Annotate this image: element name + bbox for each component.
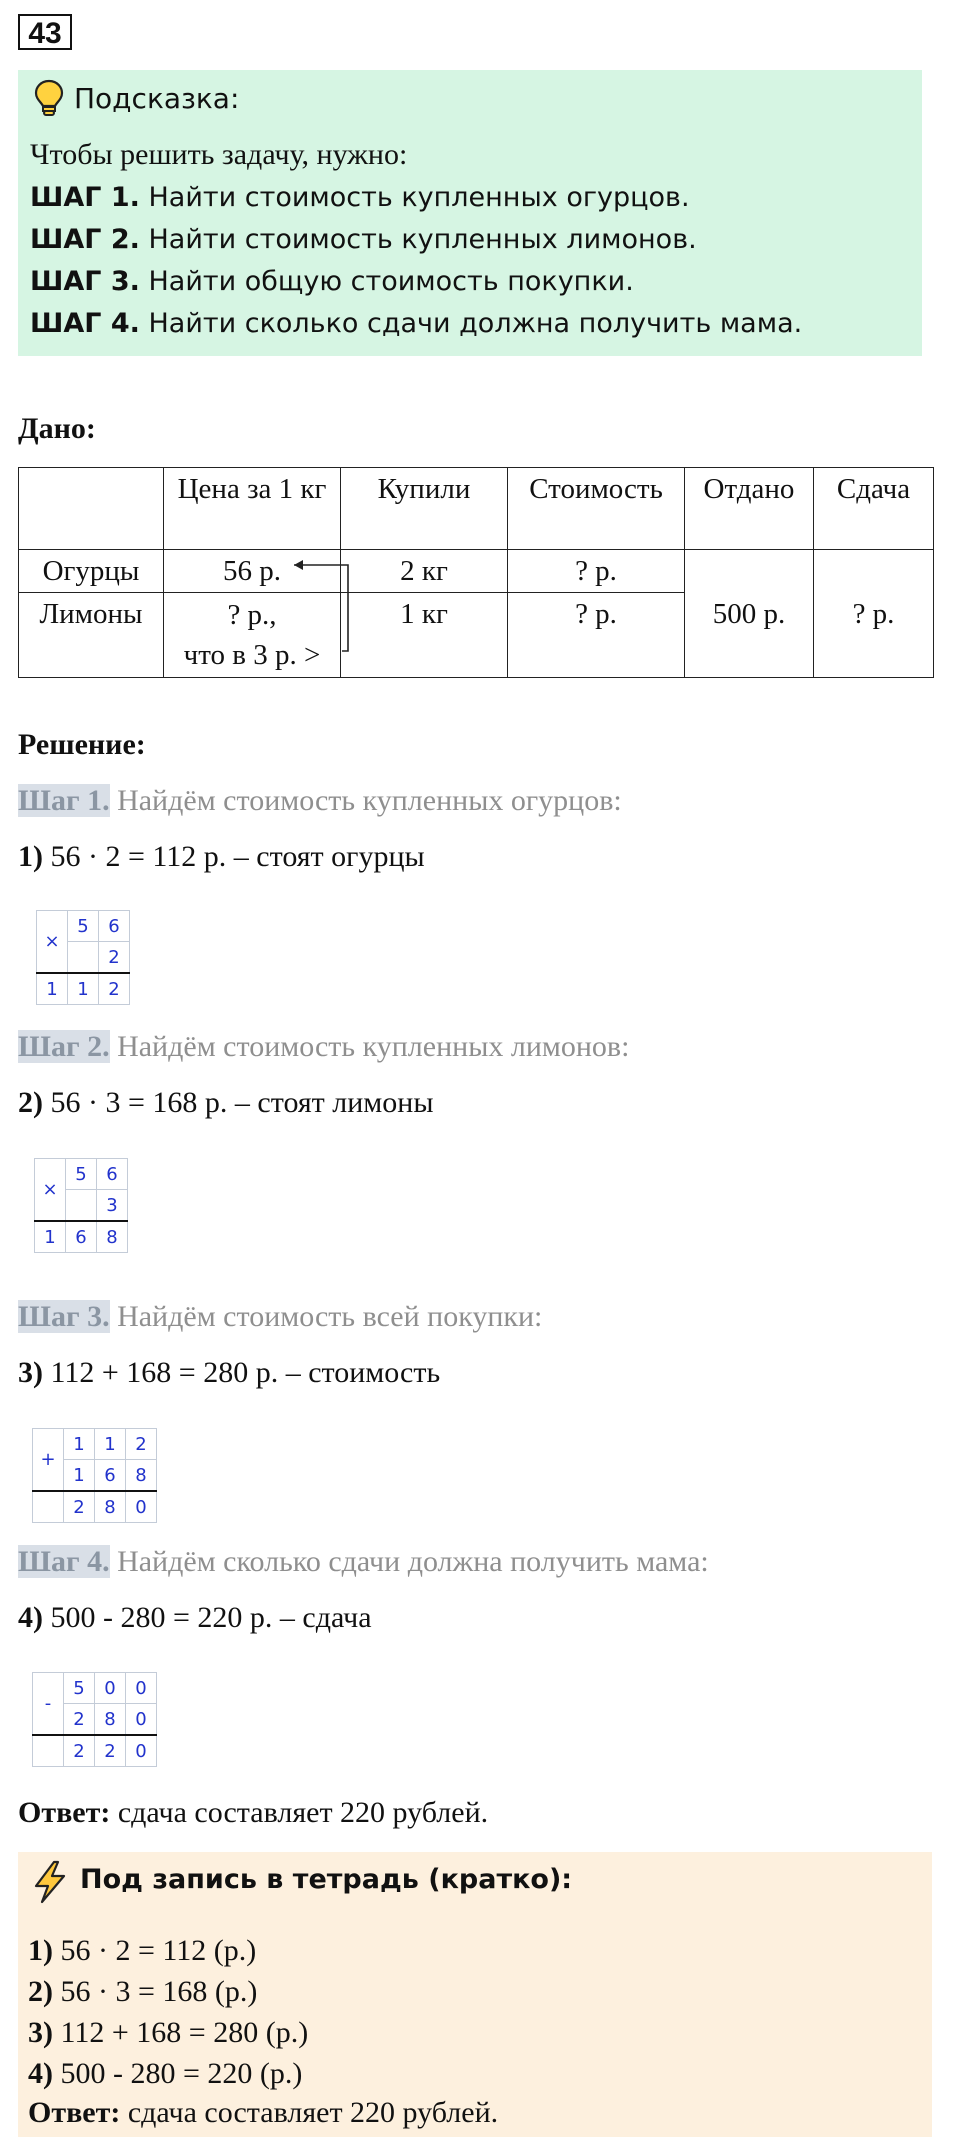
step-3-heading: Шаг 3. Найдём стоимость всей покупки: [18,1300,543,1333]
row-lemons-name: Лимоны [19,593,164,678]
notebook-line-4: 4) 500 - 280 = 220 (р.) [28,2057,303,2090]
answer-line: Ответ: сдача составляет 220 рублей. [18,1796,489,1829]
row-lemons-price-note: что в 3 р. > [183,639,321,671]
step-3-expression: 3) 112 + 168 = 280 р. – стоимость [18,1356,441,1389]
hint-step-1: ШАГ 1. Найти стоимость купленных огурцов. [30,182,690,213]
calc-1: × 5 6 2 1 1 2 [36,910,130,1005]
calc-3-operator: + [33,1429,64,1492]
calc-4: - 5 0 0 2 8 0 2 2 0 [32,1672,157,1767]
header-empty [19,468,164,550]
hint-box [18,70,922,356]
calc-2: × 5 6 3 1 6 8 [34,1158,128,1253]
step-1-expression: 1) 56 · 2 = 112 р. – стоят огурцы [18,840,425,873]
row-cucumbers-cost: ? р. [508,550,685,593]
calc-3: + 1 1 2 1 6 8 2 8 0 [32,1428,157,1523]
lightbulb-icon [32,78,66,118]
header-bought: Купили [341,468,508,550]
notebook-line-1: 1) 56 · 2 = 112 (р.) [28,1934,257,1967]
step-4-heading: Шаг 4. Найдём сколько сдачи должна получить мама: [18,1545,709,1578]
row-cucumbers-price: 56 р. [164,550,341,593]
calc-4-operator: - [33,1673,64,1736]
header-change: Сдача [814,468,934,550]
header-cost: Стоимость [508,468,685,550]
given-table [18,467,934,678]
comparison-arrow-icon [280,555,360,665]
lightning-icon [30,1860,70,1904]
step-2-expression: 2) 56 · 3 = 168 р. – стоят лимоны [18,1086,434,1119]
row-lemons-price: ? р., что в 3 р. > [164,593,341,678]
calc-2-operator: × [35,1159,66,1222]
row-lemons-cost: ? р. [508,593,685,678]
given-amount: 500 р. [685,550,814,678]
given-title: Дано: [18,412,96,445]
step-4-expression: 4) 500 - 280 = 220 р. – сдача [18,1601,372,1634]
hint-step-3: ШАГ 3. Найти общую стоимость покупки. [30,266,634,297]
notebook-line-2: 2) 56 · 3 = 168 (р.) [28,1975,258,2008]
step-2-heading: Шаг 2. Найдём стоимость купленных лимонов: [18,1030,630,1063]
header-given: Отдано [685,468,814,550]
hint-step-2: ШАГ 2. Найти стоимость купленных лимонов. [30,224,697,255]
solution-title: Решение: [18,728,146,761]
notebook-title: Под запись в тетрадь (кратко): [80,1864,573,1895]
notebook-box [18,1852,932,2137]
step-1-heading: Шаг 1. Найдём стоимость купленных огурцов: [18,784,622,817]
row-lemons-bought: 1 кг [341,593,508,678]
task-number: 43 [18,14,72,50]
change-amount: ? р. [814,550,934,678]
row-cucumbers-name: Огурцы [19,550,164,593]
header-price: Цена за 1 кг [164,468,341,550]
hint-step-4: ШАГ 4. Найти сколько сдачи должна получить мама. [30,308,803,339]
row-cucumbers-bought: 2 кг [341,550,508,593]
calc-1-operator: × [37,911,68,974]
notebook-answer: Ответ: сдача составляет 220 рублей. [28,2096,499,2129]
notebook-line-3: 3) 112 + 168 = 280 (р.) [28,2016,309,2049]
hint-title: Подсказка: [74,82,240,115]
hint-intro: Чтобы решить задачу, нужно: [30,138,408,171]
